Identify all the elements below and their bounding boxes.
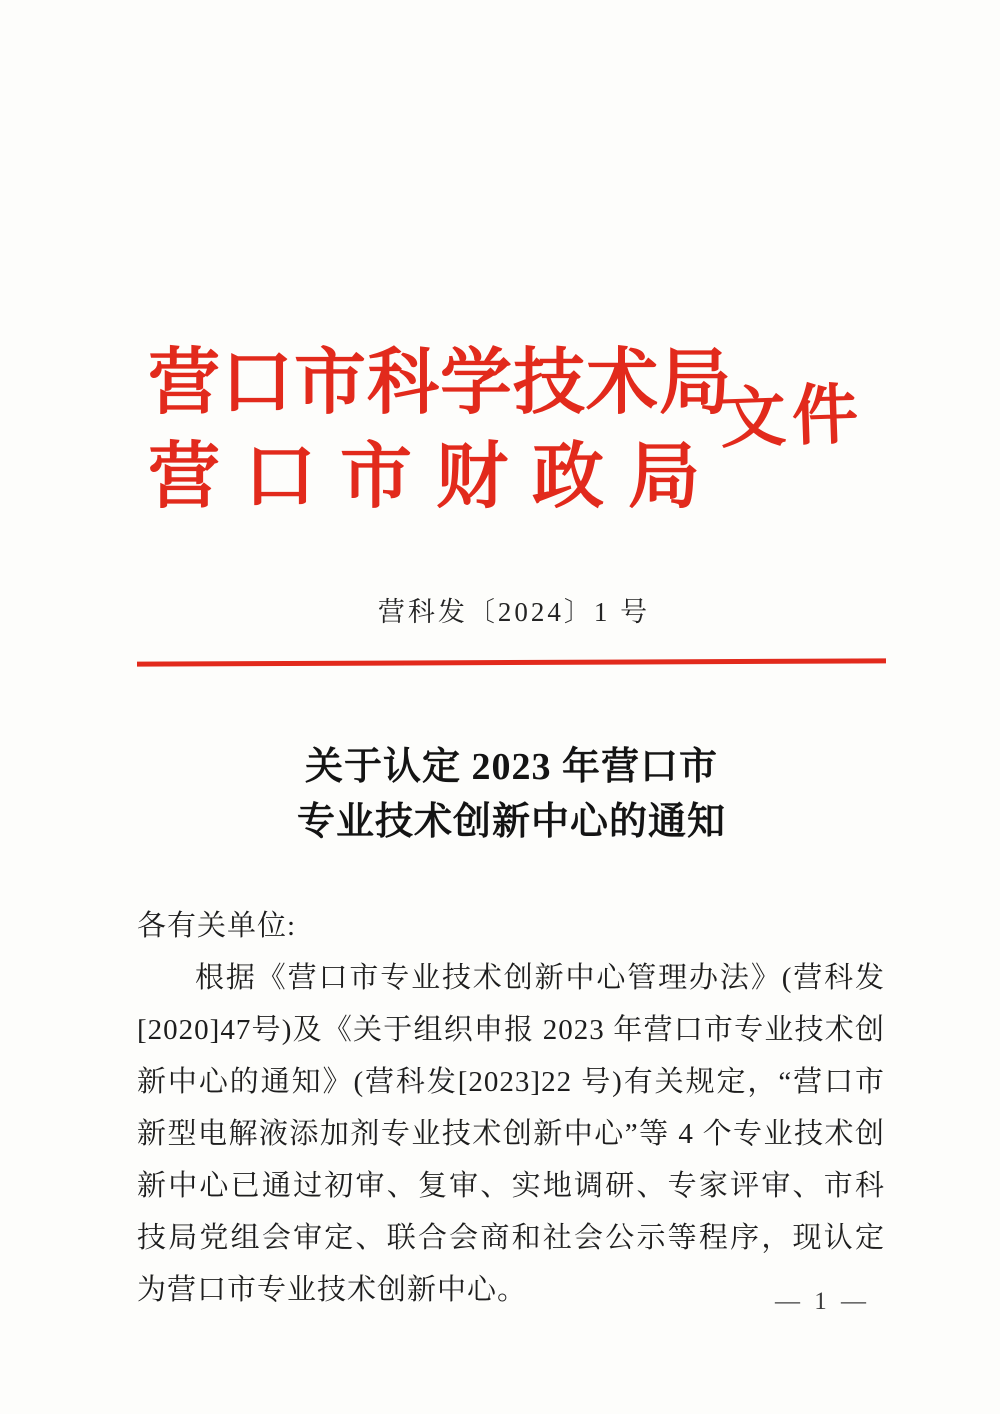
letterhead-agency-line1: 营口市科学技术局	[148, 343, 733, 423]
document-number: 营科发〔2024〕1 号	[377, 597, 651, 627]
red-divider-line	[137, 658, 886, 666]
document-title-line2: 专业技术创新中心的通知	[296, 801, 726, 843]
document-body	[137, 900, 885, 1316]
letterhead-agency-line2: 营口市财政局	[148, 437, 725, 517]
document-title	[137, 740, 886, 850]
letterhead-doc-type-label: 文件	[718, 378, 866, 457]
document-title-line1: 关于认定 2023 年营口市	[304, 746, 718, 788]
salutation: 各有关单位:	[137, 910, 297, 942]
page-number: — 1 —	[775, 1288, 870, 1315]
body-paragraph: 根据《营口市专业技术创新中心管理办法》(营科发[2020]47号)及《关于组织申报 2023 年营口市专业技术创新中心的通知》(营科发[2023]22 号)有关规定，“营口市新型电解液添加剂专业技术创新中心”等 4 个专业技术创新中心已通过初审、复审、实地调研、专家评审、市科技局党组会审定、联合会商和社会公示等程序，现认定为营口市专业技术创新中心。	[137, 962, 885, 1306]
